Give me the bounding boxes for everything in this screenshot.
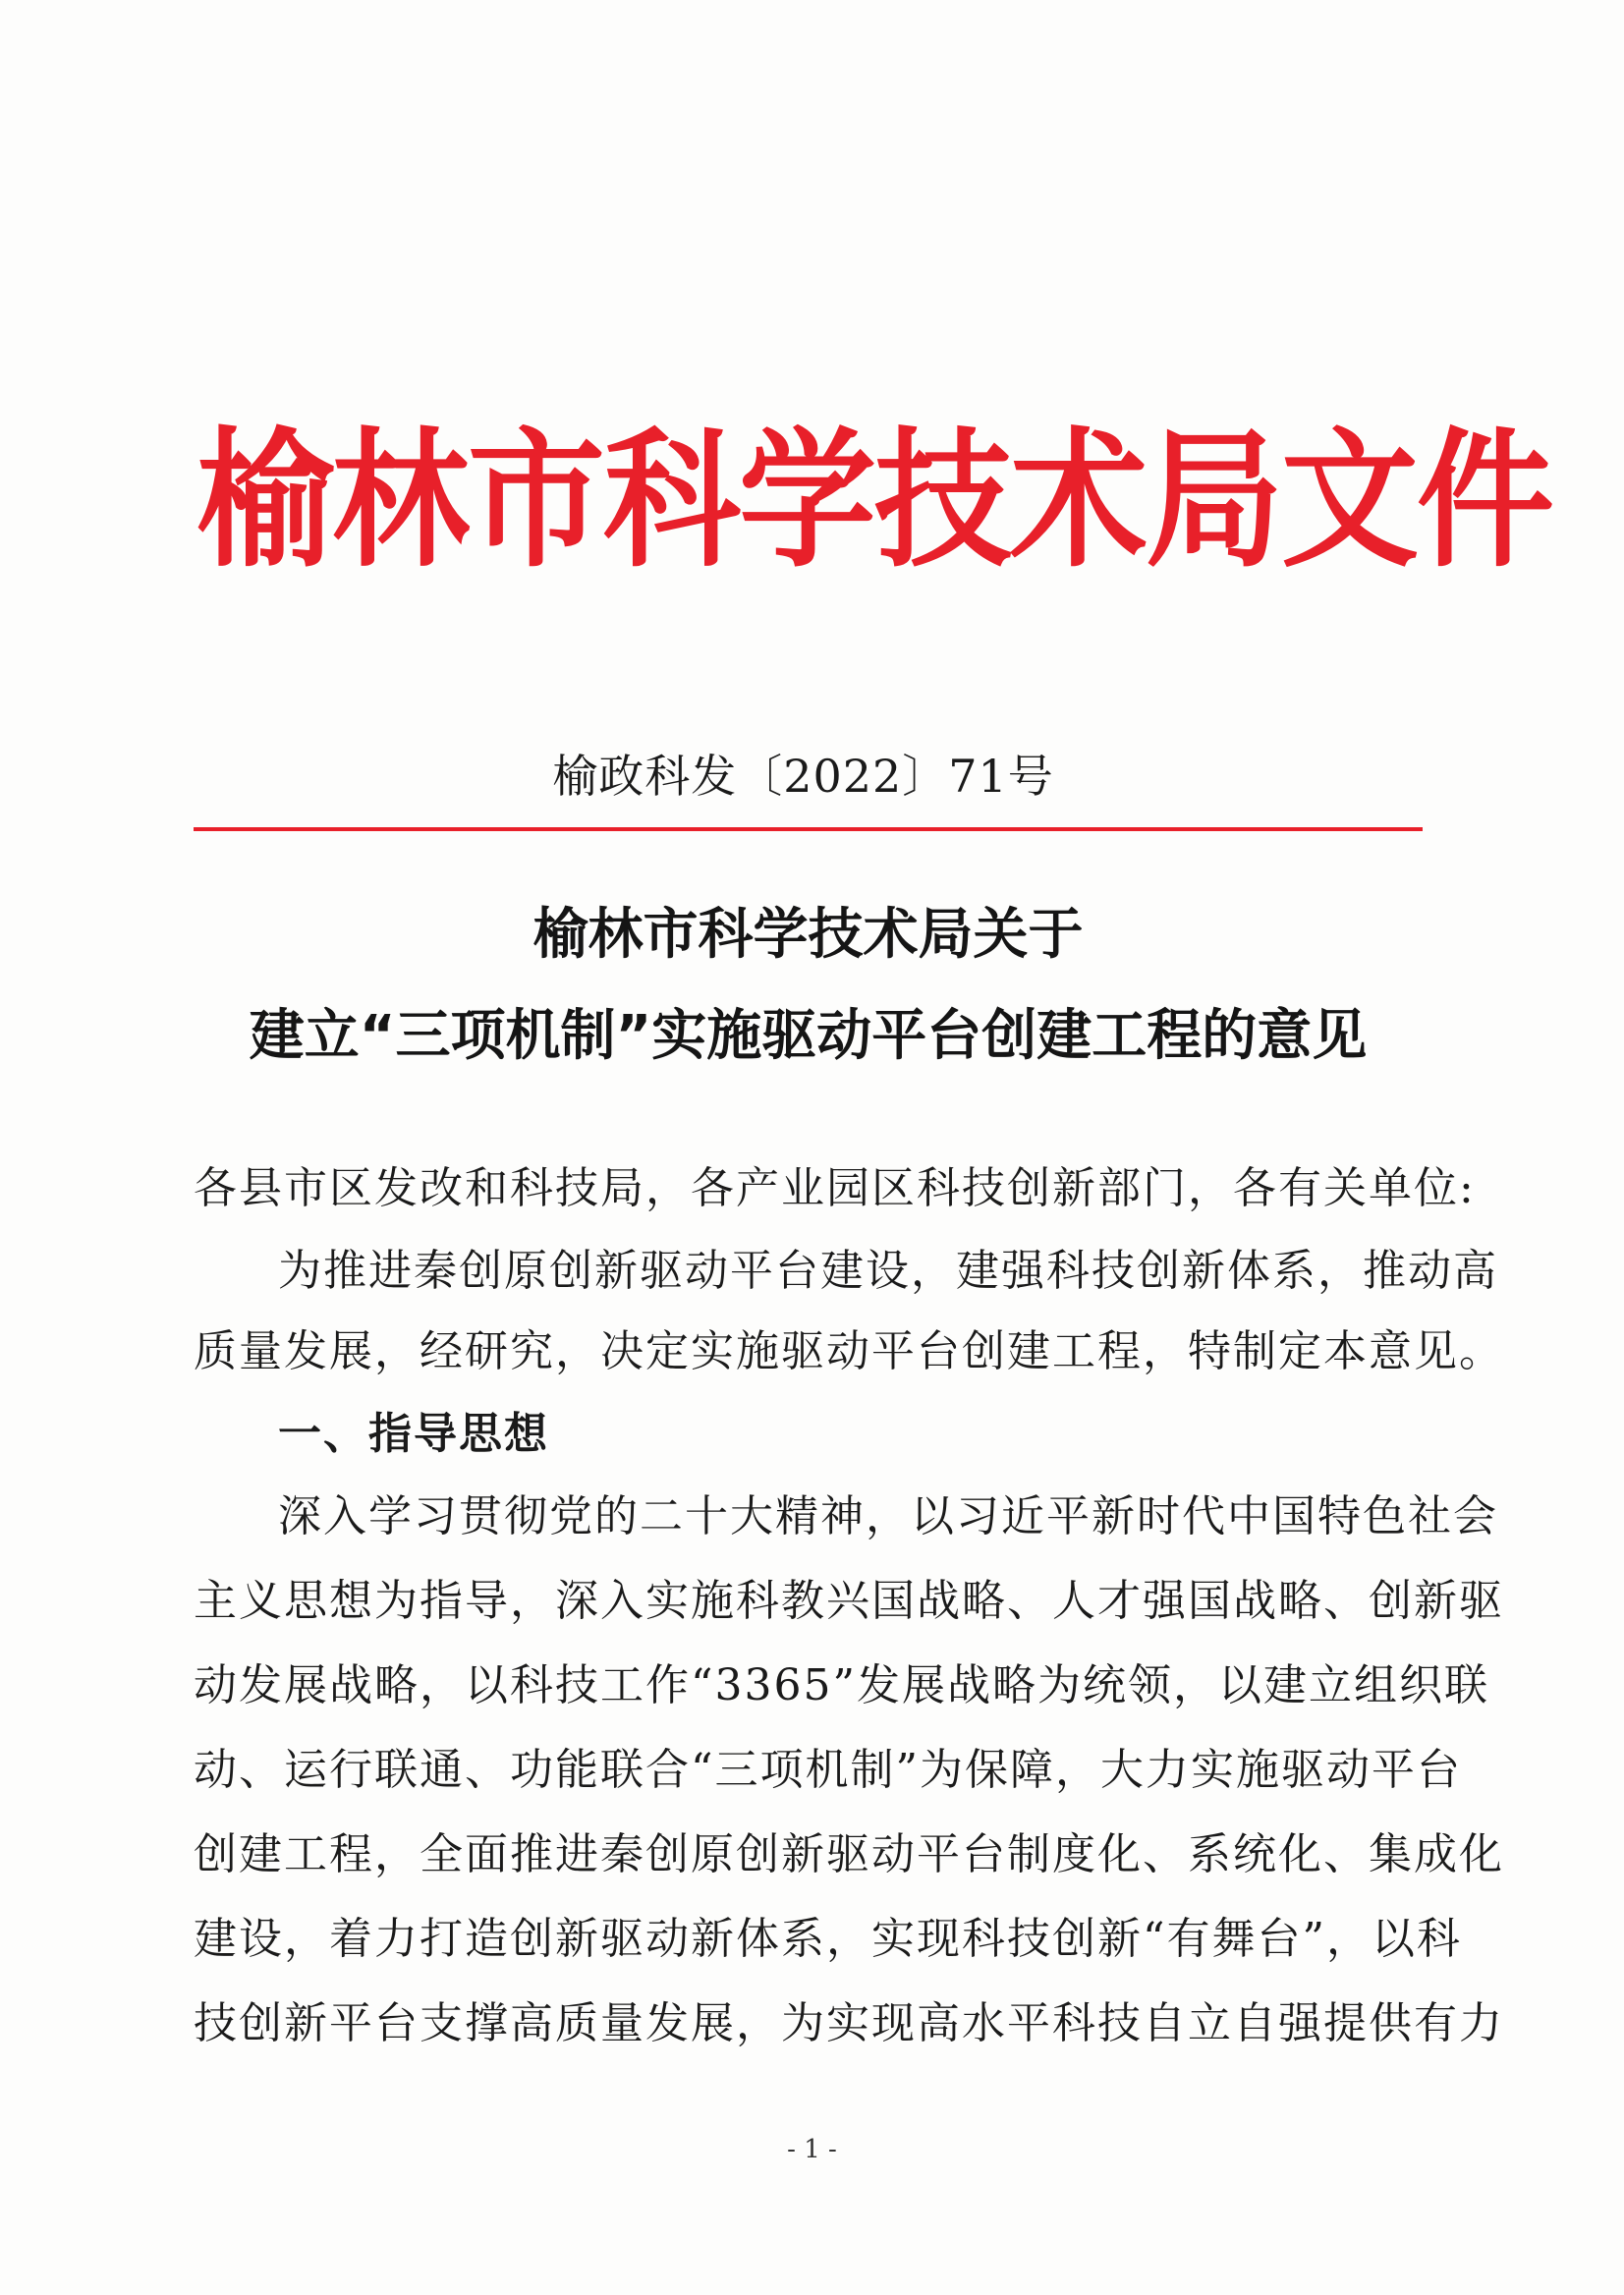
document-title-line-1: 榆林市科学技术局关于 bbox=[532, 903, 1084, 967]
body-line-3: 动发展战略，以科技工作“3365”发展战略为统领，以建立组织联 bbox=[194, 1660, 1489, 1710]
section-heading: 一、指导思想 bbox=[278, 1409, 549, 1459]
body-line-7: 技创新平台支撑高质量发展，为实现高水平科技自立自强提供有力 bbox=[194, 1998, 1504, 2048]
addressee: 各县市区发改和科技局，各产业园区科技创新部门，各有关单位: bbox=[194, 1163, 1476, 1213]
intro-line-2: 质量发展，经研究，决定实施驱动平台创建工程，特制定本意见。 bbox=[194, 1326, 1504, 1376]
body-line-2: 主义思想为指导，深入实施科教兴国战略、人才强国战略、创新驱 bbox=[194, 1576, 1504, 1626]
body-line-4: 动、运行联通、功能联合“三项机制”为保障，大力实施驱动平台 bbox=[194, 1745, 1462, 1795]
document-number: 榆政科发〔2022〕71号 bbox=[552, 750, 1054, 803]
red-divider-line bbox=[194, 827, 1423, 831]
body-line-6: 建设，着力打造创新驱动新体系，实现科技创新“有舞台”，以科 bbox=[194, 1914, 1462, 1964]
document-title-line-2: 建立“三项机制”实施驱动平台创建工程的意见 bbox=[249, 1004, 1368, 1068]
page-number: - 1 - bbox=[787, 2135, 837, 2164]
body-line-1: 深入学习贯彻党的二十大精神，以习近平新时代中国特色社会 bbox=[278, 1491, 1498, 1541]
intro-line-1: 为推进秦创原创新驱动平台建设，建强科技创新体系，推动高 bbox=[278, 1246, 1498, 1296]
masthead-title: 榆林市科学技术局文件 bbox=[196, 414, 1552, 588]
body-line-5: 创建工程，全面推进秦创原创新驱动平台制度化、系统化、集成化 bbox=[194, 1829, 1504, 1879]
